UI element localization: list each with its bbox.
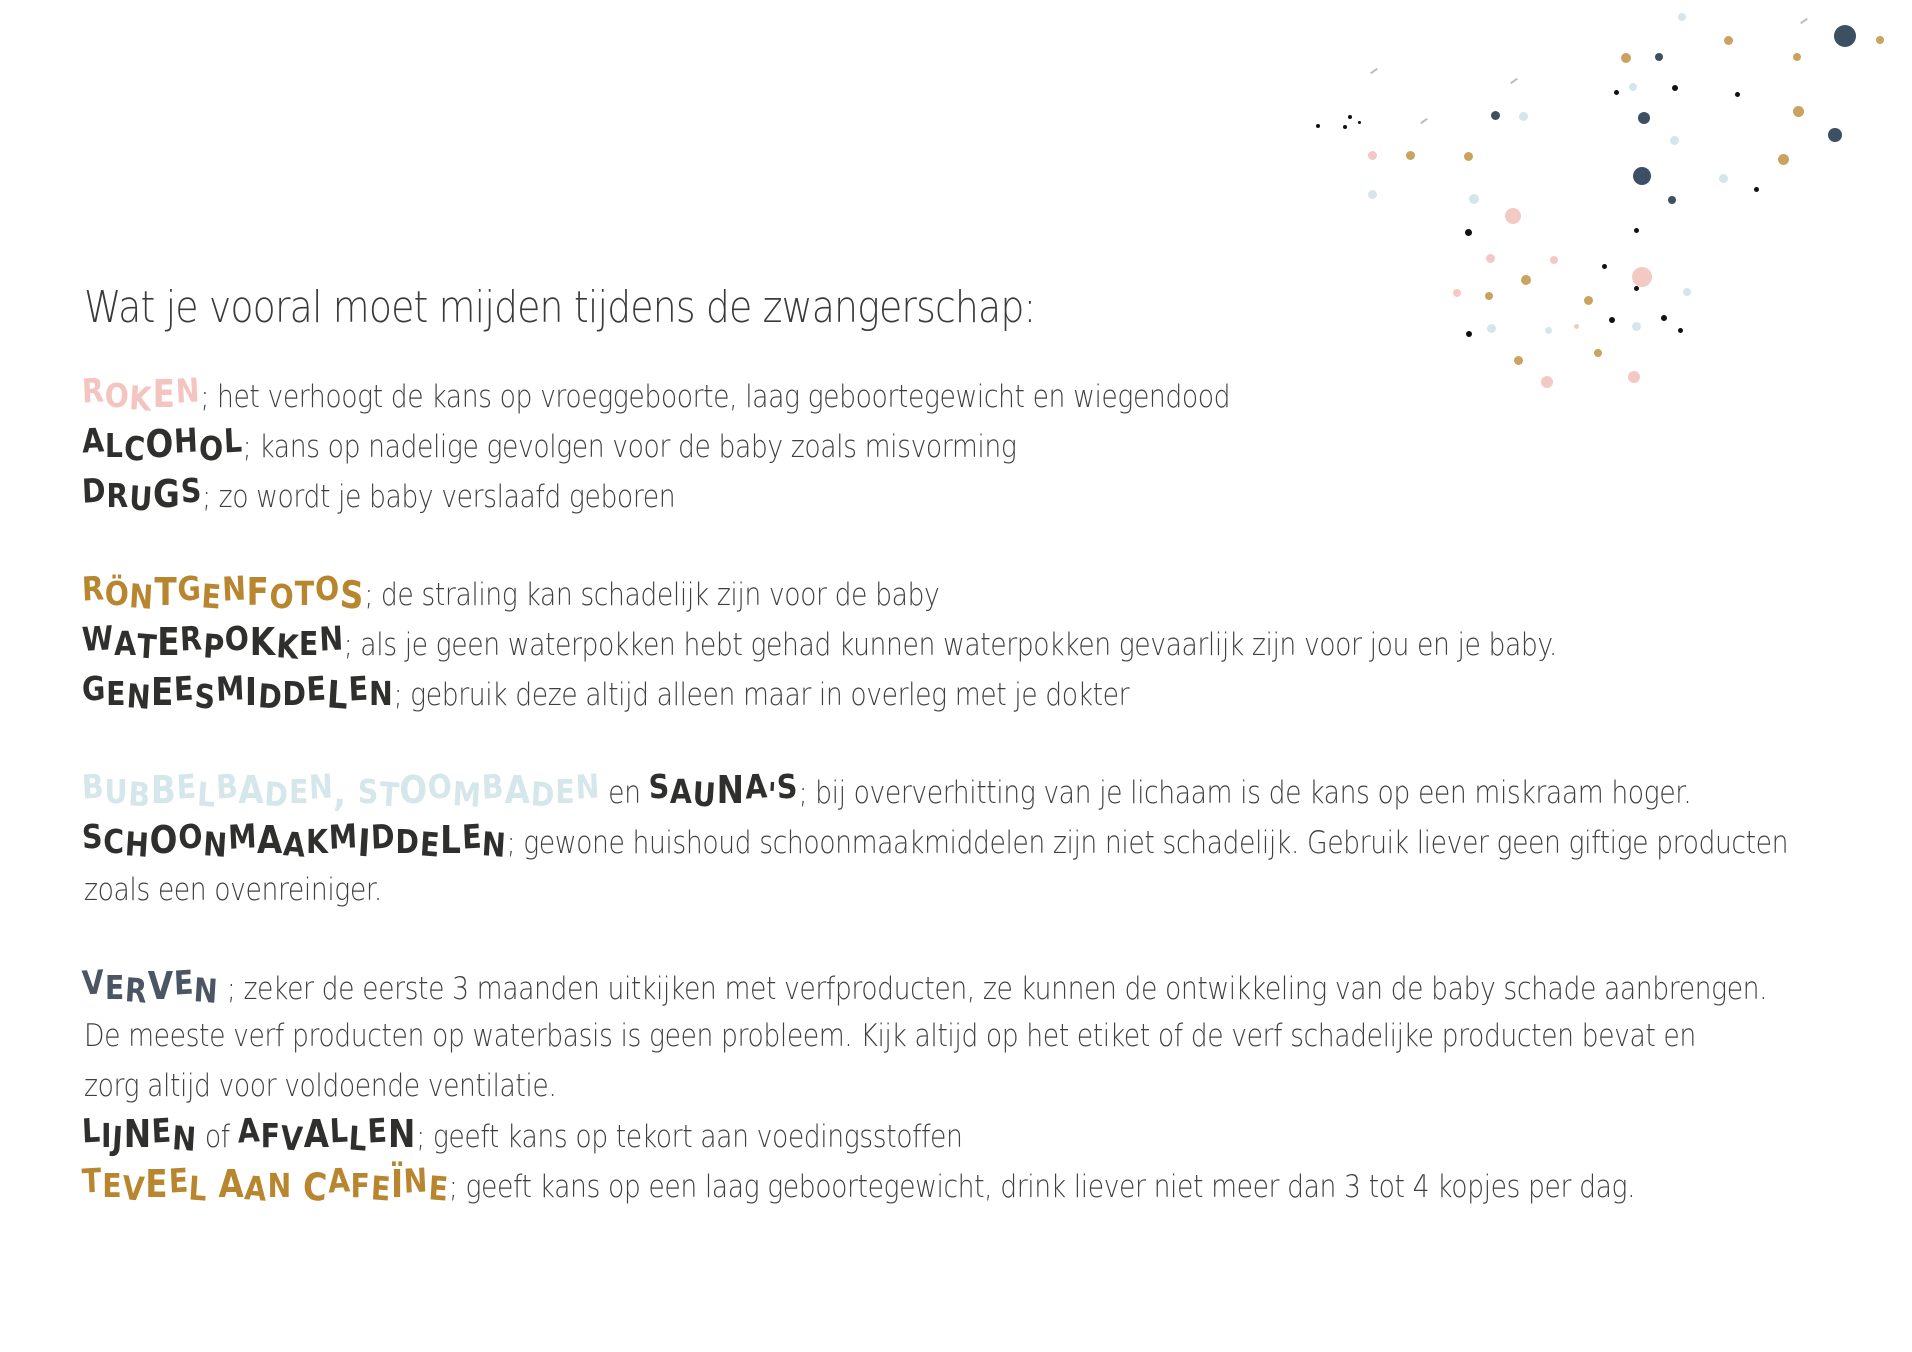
confetti-decoration <box>1260 0 1912 500</box>
keyword-waterpokken: WATERPOKKEN <box>81 618 345 667</box>
confetti-dot <box>1465 229 1472 236</box>
item-schoonmaakmiddelen-text: ; gewone huishoud schoonmaakmiddelen zijn niet schadelijk. Gebruik liever geen giftige producten <box>506 825 1789 861</box>
confetti-dot <box>1724 36 1733 45</box>
item-verven-line3 <box>84 1064 556 1110</box>
confetti-dot <box>1678 328 1683 333</box>
confetti-dot <box>1655 53 1663 61</box>
keyword-schoonmaakmiddelen: SCHOONMAAKMIDDELEN <box>81 816 508 866</box>
item-verven-text: ; zeker de eerste 3 maanden uitkijken met verfproducten, ze kunnen de ontwikkeling van de baby schade aanbrengen. <box>218 971 1768 1007</box>
confetti-dash <box>1800 18 1808 24</box>
item-waterpokken <box>82 620 1557 666</box>
confetti-dot <box>1485 292 1493 300</box>
confetti-dash <box>1370 68 1378 74</box>
item-verven-line2 <box>84 1014 1696 1060</box>
confetti-dot <box>1486 254 1495 263</box>
item-schoonmaakmiddelen <box>82 818 1788 864</box>
item-geneesmiddelen <box>82 670 1129 716</box>
confetti-dot <box>1793 53 1801 61</box>
confetti-dash <box>1510 78 1518 84</box>
confetti-dot <box>1521 275 1531 285</box>
confetti-dot <box>1672 85 1678 91</box>
item-rontgenfotos <box>82 570 939 616</box>
item-lijnen-afvallen <box>82 1112 962 1158</box>
verven-line3-text: zorg altijd voor voldoende ventilatie. <box>84 1068 557 1104</box>
confetti-dot <box>1464 152 1473 161</box>
item-cafeine-text: ; geeft kans op een laag geboortegewicht, drink liever niet meer dan 3 tot 4 kopjes per dag. <box>448 1169 1636 1205</box>
confetti-dot <box>1719 174 1728 183</box>
confetti-dot <box>1735 92 1740 97</box>
confetti-dot <box>1541 376 1553 388</box>
confetti-dot <box>1828 128 1842 142</box>
item-schoonmaakmiddelen-continuation <box>84 868 382 914</box>
confetti-dot <box>1545 327 1552 334</box>
confetti-dot <box>1638 112 1650 124</box>
confetti-dot <box>1316 124 1320 128</box>
confetti-dot <box>1754 187 1759 192</box>
confetti-dot <box>1876 36 1884 44</box>
keyword-verven: VERVEN <box>81 962 221 1011</box>
confetti-dot <box>1614 90 1619 95</box>
confetti-dash <box>1420 118 1428 124</box>
confetti-dot <box>1505 208 1521 224</box>
confetti-dot <box>1629 83 1637 91</box>
verven-line2-text: De meeste verf producten op waterbasis is geen probleem. Kijk altijd op het etiket of de verf schadelijke producten bevat en <box>84 1018 1696 1054</box>
confetti-dot <box>1406 151 1415 160</box>
item-drugs <box>82 472 675 518</box>
item-roken-text: ; het verhoogt de kans op vroeggeboorte, laag geboortegewicht en wiegendood <box>200 379 1231 415</box>
confetti-dot <box>1491 111 1500 120</box>
confetti-dot <box>1584 296 1593 305</box>
confetti-dot <box>1834 25 1856 47</box>
confetti-dot <box>1632 267 1652 287</box>
connector-en: en <box>600 775 649 811</box>
confetti-dot <box>1594 349 1602 357</box>
keyword-drugs: DRUGS <box>81 470 203 519</box>
confetti-dot <box>1602 264 1607 269</box>
item-rontgenfotos-text: ; de straling kan schadelijk zijn voor de baby <box>364 577 940 613</box>
confetti-dot <box>1519 112 1528 121</box>
confetti-dot <box>1514 356 1523 365</box>
confetti-dot <box>1574 324 1579 329</box>
confetti-dot <box>1670 136 1679 145</box>
confetti-dot <box>1678 13 1686 21</box>
confetti-dot <box>1609 317 1615 323</box>
keyword-roken: ROKEN <box>81 370 202 419</box>
confetti-dot <box>1634 228 1639 233</box>
confetti-dot <box>1469 194 1479 204</box>
page-title: Wat je vooral moet mijden tijdens de zwangerschap: <box>84 282 1036 333</box>
connector-of: of <box>196 1119 238 1155</box>
confetti-dot <box>1632 322 1641 331</box>
item-lijnen-afvallen-text: ; geeft kans op tekort aan voedingsstoffen <box>416 1119 963 1155</box>
keyword-bubbelbaden-stoombaden: BUBBELBADEN, STOOMBADEN <box>81 766 601 816</box>
confetti-dot <box>1348 115 1352 119</box>
item-alcohol-text: ; kans op nadelige gevolgen voor de baby zoals misvorming <box>242 429 1017 465</box>
confetti-dot <box>1453 289 1461 297</box>
keyword-geneesmiddelen: GENEESMIDDELEN <box>81 668 394 718</box>
item-sauna <box>82 768 1691 814</box>
confetti-dot <box>1668 196 1676 204</box>
confetti-dot <box>1634 286 1639 291</box>
confetti-dot <box>1550 256 1558 264</box>
item-verven <box>82 964 1767 1010</box>
keyword-alcohol: ALCOHOL <box>81 420 244 469</box>
item-cafeine <box>82 1162 1635 1208</box>
keyword-rontgenfotos: RÖNTGENFOTOS <box>81 568 366 618</box>
confetti-dot <box>1628 371 1640 383</box>
confetti-dot <box>1778 154 1789 165</box>
confetti-dot <box>1683 288 1691 296</box>
confetti-dot <box>1358 121 1361 124</box>
item-alcohol <box>82 422 1016 468</box>
confetti-dot <box>1466 331 1472 337</box>
confetti-dot <box>1368 151 1377 160</box>
confetti-dot <box>1621 53 1631 63</box>
confetti-dot <box>1368 190 1377 199</box>
item-roken <box>82 372 1230 418</box>
confetti-dot <box>1661 315 1667 321</box>
confetti-dot <box>1633 167 1651 185</box>
keyword-lijnen: LIJNEN <box>81 1110 199 1159</box>
item-waterpokken-text: ; als je geen waterpokken hebt gehad kunnen waterpokken gevaarlijk zijn voor jou en je baby. <box>343 627 1557 663</box>
keyword-afvallen: AFVALLEN <box>236 1110 417 1159</box>
confetti-dot <box>1343 125 1347 129</box>
item-sauna-text: ; bij oververhitting van je lichaam is de kans op een miskraam hoger. <box>798 775 1692 811</box>
item-geneesmiddelen-text: ; gebruik deze altijd alleen maar in overleg met je dokter <box>393 677 1130 713</box>
keyword-saunas: SAUNA'S <box>647 766 800 815</box>
schoonmaakmiddelen-continuation-text: zoals een ovenreiniger. <box>84 872 382 908</box>
keyword-cafeine: TEVEEL AAN CAFEÏNE <box>81 1160 451 1210</box>
item-drugs-text: ; zo wordt je baby verslaafd geboren <box>202 479 676 515</box>
confetti-dot <box>1793 106 1804 117</box>
confetti-dot <box>1487 324 1496 333</box>
